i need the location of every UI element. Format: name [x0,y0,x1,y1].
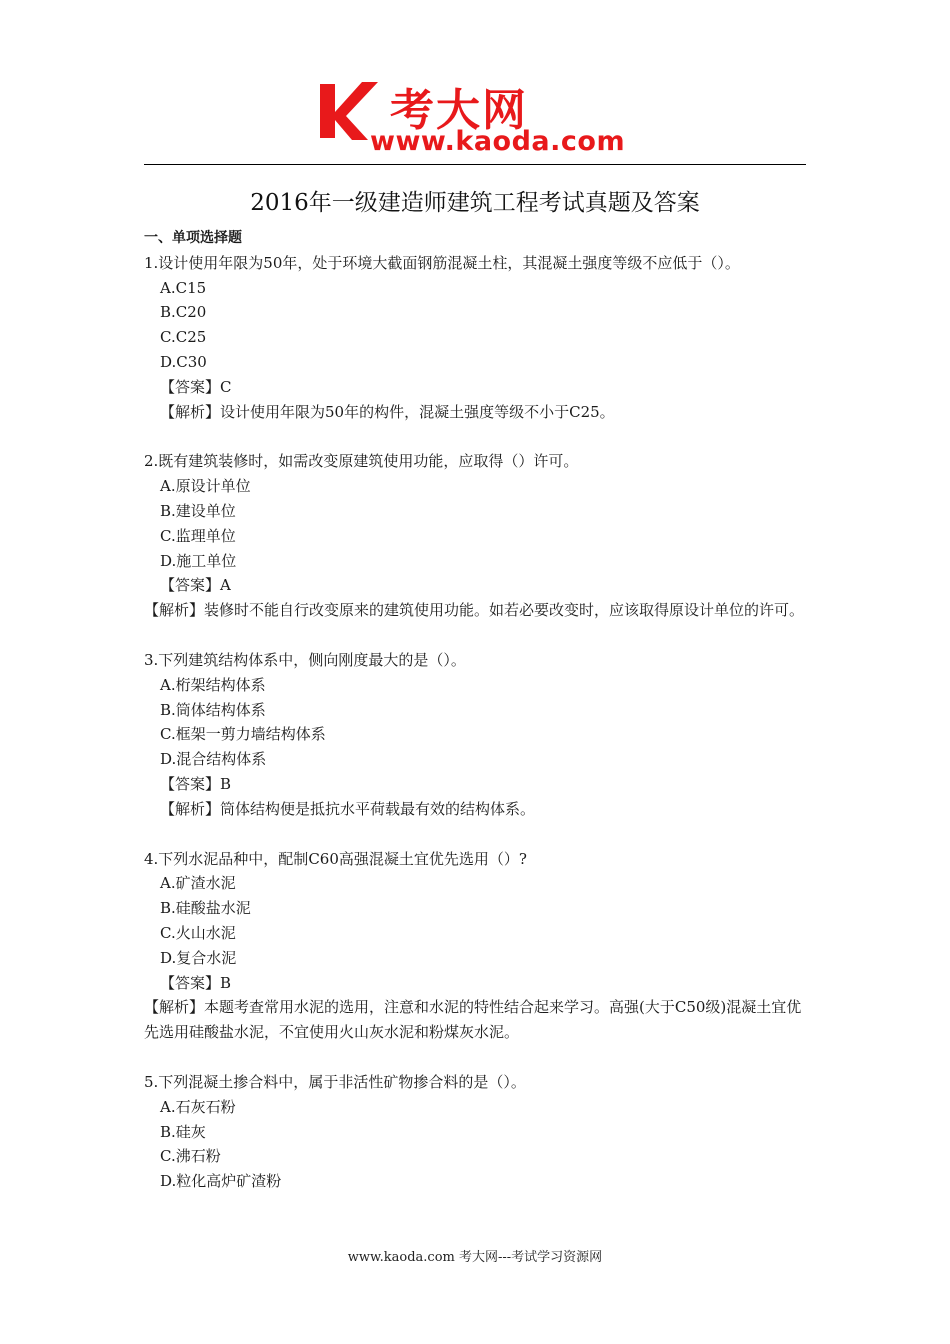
option-c: C.框架一剪力墙结构体系 [160,725,326,744]
option-c: C.C25 [160,328,207,347]
answer-line: 【答案】B [160,973,232,992]
option-a: A.原设计单位 [160,477,251,496]
section-heading: 一、单项选择题 [144,230,242,246]
question-stem: 2.既有建筑装修时，如需改变原建筑使用功能，应取得（）许可。 [144,452,579,471]
question-4 [144,847,809,1045]
analysis-paragraph: 【解析】装修时不能自行改变原来的建筑使用功能。如若必要改变时，应该取得原设计单位的许可。 [144,601,805,620]
option-b: B.硅酸盐水泥 [160,899,251,918]
question-2 [144,449,809,623]
question-5 [144,1070,809,1194]
document-title: 2016年一级建造师建筑工程考试真题及答案 [250,190,700,216]
question-3 [144,648,809,822]
analysis-line: 【解析】筒体结构便是抵抗水平荷载最有效的结构体系。 [160,799,536,818]
question-stem: 3.下列建筑结构体系中，侧向刚度最大的是（）。 [144,650,466,669]
option-d: D.C30 [160,352,207,371]
option-a: A.石灰石粉 [160,1097,236,1116]
answer-line: 【答案】C [160,377,232,396]
logo-url: www.kaoda.com [370,126,626,157]
header-divider [144,164,806,165]
option-a: A.桁架结构体系 [160,675,266,694]
analysis-paragraph: 【解析】本题考查常用水泥的选用，注意和水泥的特性结合起来学习。高强(大于C50级)混凝土宜优先选用硅酸盐水泥，不宜使用火山灰水泥和粉煤灰水泥。 [144,998,802,1042]
analysis-line: 【解析】设计使用年限为50年的构件，混凝土强度等级不小于C25。 [160,402,615,421]
option-d: D.施工单位 [160,551,237,570]
logo-chinese-name: 考大网 [390,85,528,136]
question-stem: 5.下列混凝土掺合料中，属于非活性矿物掺合料的是（）。 [144,1072,526,1091]
option-d: D.粒化高炉矿渣粉 [160,1172,282,1191]
option-d: D.混合结构体系 [160,750,267,769]
answer-line: 【答案】A [160,576,231,595]
document-body [144,226,809,1194]
option-c: C.监理单位 [160,526,236,545]
option-b: B.硅灰 [160,1122,206,1141]
option-a: A.C15 [160,278,207,297]
site-logo [318,78,638,162]
option-c: C.火山水泥 [160,923,236,942]
option-c: C.沸石粉 [160,1147,221,1166]
question-1 [144,251,809,425]
answer-line: 【答案】B [160,774,232,793]
question-stem: 1.设计使用年限为50年，处于环境大截面钢筋混凝土柱，其混凝土强度等级不应低于（）。 [144,253,740,272]
option-b: B.建设单位 [160,501,236,520]
option-a: A.矿渣水泥 [160,874,236,893]
option-b: B.C20 [160,303,207,322]
page-footer: www.kaoda.com 考大网---考试学习资源网 [347,1250,603,1265]
option-b: B.筒体结构体系 [160,700,266,719]
question-stem: 4.下列水泥品种中，配制C60高强混凝土宜优先选用（）? [144,849,527,868]
option-d: D.复合水泥 [160,948,237,967]
